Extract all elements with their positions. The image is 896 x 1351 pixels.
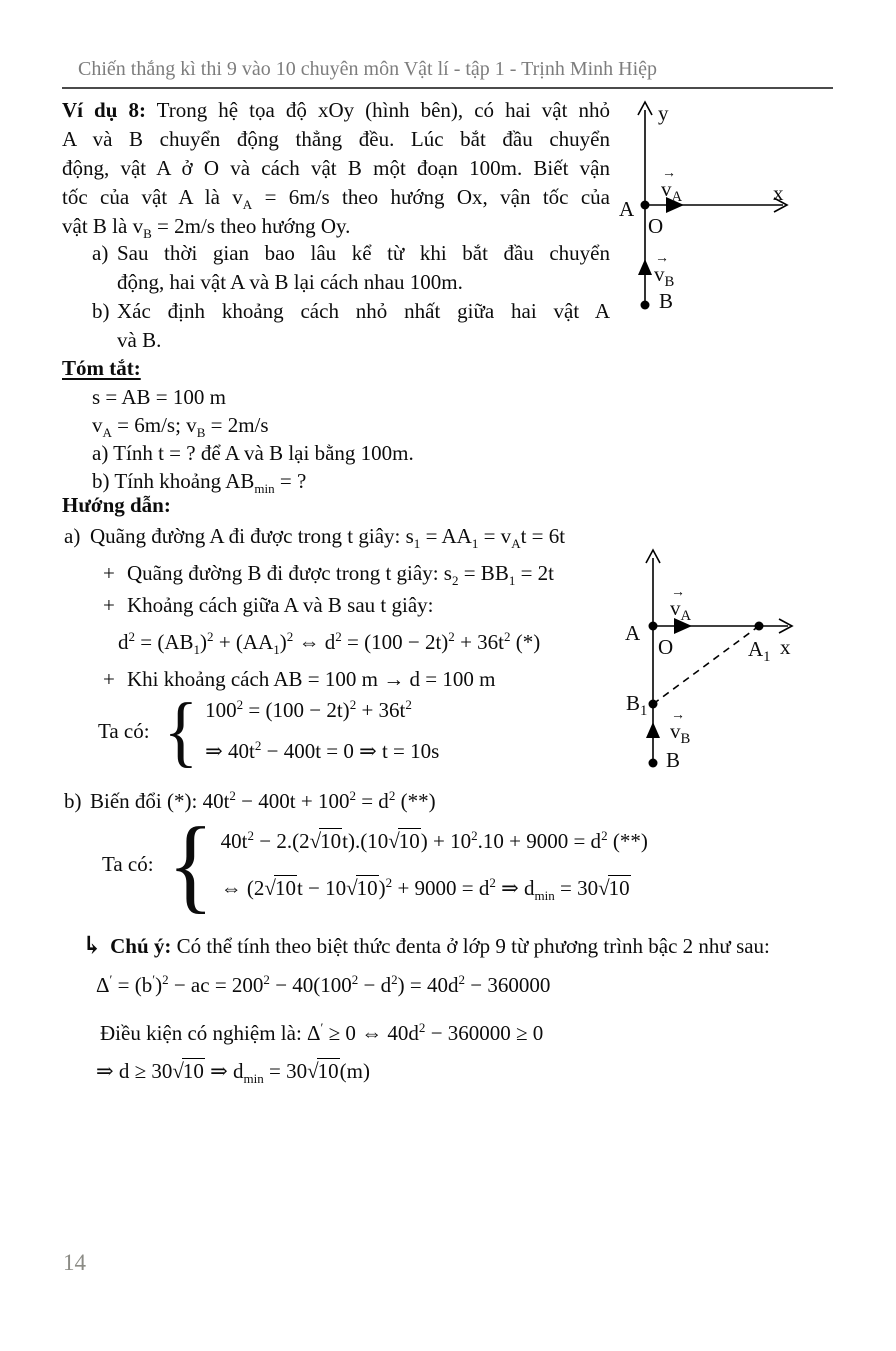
point-B1-label: $B_1$ (626, 691, 648, 720)
plus-marker: + (103, 667, 115, 691)
note-label: Chú ý: (110, 934, 172, 958)
plus-marker: + (103, 561, 115, 585)
list-item-a-line: Sau thời gian bao lâu kể từ khi bắt đầu chuyển (117, 241, 610, 265)
note-arrow-icon: ↳ (82, 933, 103, 959)
list-marker-a: a) (92, 241, 109, 265)
solution-plus-line: Khi khoảng cách AB = 100 m → d = 100 m (127, 667, 496, 691)
solution-a-line: Quãng đường A đi được trong t giây: $s_1 = AA_1 = v_At = 6t$ (90, 524, 566, 552)
system2-row: ⇔ $(2√10t - 10√10)^2 + 9000 = d^2$ ⇒ $d_{min} = 30√10$ (220, 874, 630, 903)
origin-label: O (658, 635, 674, 659)
system2-row: $40t^2 - 2.(2√10t).(10√10) + 10^2.10 + 9000 = d^2$ (**) (220, 827, 648, 853)
summary-line: s = AB = 100 m (92, 385, 226, 409)
point-A-dot (641, 201, 650, 210)
point-B-label: B (659, 289, 674, 313)
problem-line: A và B chuyển động thẳng đều. Lúc bắt đầu chuyển (62, 127, 610, 151)
solution-plus-line: Quãng đường B đi được trong t giây: $s_2 = BB_1 = 2t$ (127, 561, 555, 589)
list-item-b-line: và B. (117, 328, 162, 352)
list-item-b-line: Xác định khoảng cách nhỏ nhất giữa hai vật A (117, 299, 610, 323)
problem-line: tốc của vật A là $v_A = 6m/s$ theo hướng Ox, vận tốc của (62, 185, 610, 213)
vB-arrowhead (638, 259, 652, 275)
problem-line-text: Trong hệ tọa độ xOy (hình bên), có hai vật nhỏ (145, 98, 610, 122)
vector-vB-label: → $v_B$ (670, 708, 691, 748)
summary-line: b) Tính khoảng $AB_{min}$ = ? (92, 469, 307, 497)
x-axis-label: x (773, 181, 784, 205)
vector-vA-label: → $v_A$ (670, 585, 692, 625)
system-brace: { (163, 686, 199, 775)
header-rule (62, 87, 833, 89)
point-A-label: A (619, 197, 635, 221)
diagram2-canvas (620, 548, 820, 780)
equation-star: $d^2 = (AB_1)^2 + (AA_1)^2$ ⇔ $d^2 = (100 - 2t)^2 + 36t^2$ (*) (118, 629, 541, 658)
point-B-dot (641, 301, 650, 310)
solution-b-marker: b) (64, 789, 82, 813)
page-header-title: Chiến thắng kì thi 9 vào 10 chuyên môn Vật lí - tập 1 - Trịnh Minh Hiệp (78, 58, 658, 80)
list-marker-b: b) (92, 299, 110, 323)
problem-line: vật B là $v_B = 2m/s$ theo hướng Oy. (62, 214, 351, 242)
solution-a-marker: a) (64, 524, 81, 548)
page-number: 14 (63, 1250, 86, 1275)
point-B-dot (649, 759, 658, 768)
x-axis-label: x (780, 635, 791, 659)
point-A-label: A (625, 621, 641, 645)
point-A1-dot (755, 622, 764, 631)
equation-system-2 (102, 805, 648, 924)
system1-row: ⇒ $40t^2 - 400t = 0$ ⇒ t = 10s (205, 738, 440, 764)
equation-system-1 (98, 686, 440, 775)
solution-heading: Hướng dẫn: (62, 493, 171, 517)
summary-line: $v_A = 6m/s$; $v_B = 2m/s$ (92, 413, 269, 441)
list-item-a-line: động, hai vật A và B lại cách nhau 100m. (117, 270, 463, 294)
system-brace: { (167, 805, 214, 924)
problem-line: động, vật A ở O và cách vật B một đoạn 100m. Biết vận (62, 156, 610, 180)
point-B-label: B (666, 748, 681, 772)
taco-label: Ta có: (102, 852, 154, 877)
note-equation-delta: $\Delta' = (b')^2$ − ac = $200^2 - 40(100^2 - d^2) = 40d^2 - 360000$ (96, 972, 551, 997)
diagram1-canvas (616, 98, 816, 320)
coordinate-diagram-1 (616, 98, 816, 320)
vector-vA-label: → $v_A$ (661, 166, 683, 206)
vector-vB-label: → $v_B$ (654, 251, 675, 291)
summary-line: a) Tính t = ? để A và B lại bằng 100m. (92, 441, 414, 465)
taco-label: Ta có: (98, 718, 150, 743)
point-A-dot (649, 622, 658, 631)
solution-plus-line: Khoảng cách giữa A và B sau t giây: (127, 593, 434, 617)
note-equation-dmin: ⇒ d ≥ 30√10 ⇒ $d_{min} = 30√10(m)$ (96, 1059, 370, 1087)
system1-row: $100^2 = (100 - 2t)^2 + 36t^2$ (205, 697, 412, 722)
note-condition-line: Điều kiện có nghiệm là: Δ′ ≥ 0 ⇔ $40d^2 - 360000 \ge 0$ (100, 1020, 544, 1045)
summary-heading: Tóm tắt: (62, 356, 141, 380)
y-axis-label: y (658, 101, 669, 125)
point-B1-dot (649, 700, 658, 709)
plus-marker: + (103, 593, 115, 617)
note-line (82, 931, 770, 962)
solution-b-line: Biến đổi (*): $40t^2 - 400t + 100^2 = d^2$ (**) (90, 788, 436, 813)
note-text: Có thể tính theo biệt thức đenta ở lớp 9 từ phương trình bậc 2 như sau: (176, 934, 770, 958)
coordinate-diagram-2 (620, 548, 820, 780)
problem-line (62, 97, 610, 124)
origin-label: O (648, 214, 664, 238)
problem-label: Ví dụ 8: (62, 98, 146, 122)
vB-arrowhead (646, 722, 660, 738)
point-A1-label: $A_1$ (748, 637, 771, 666)
